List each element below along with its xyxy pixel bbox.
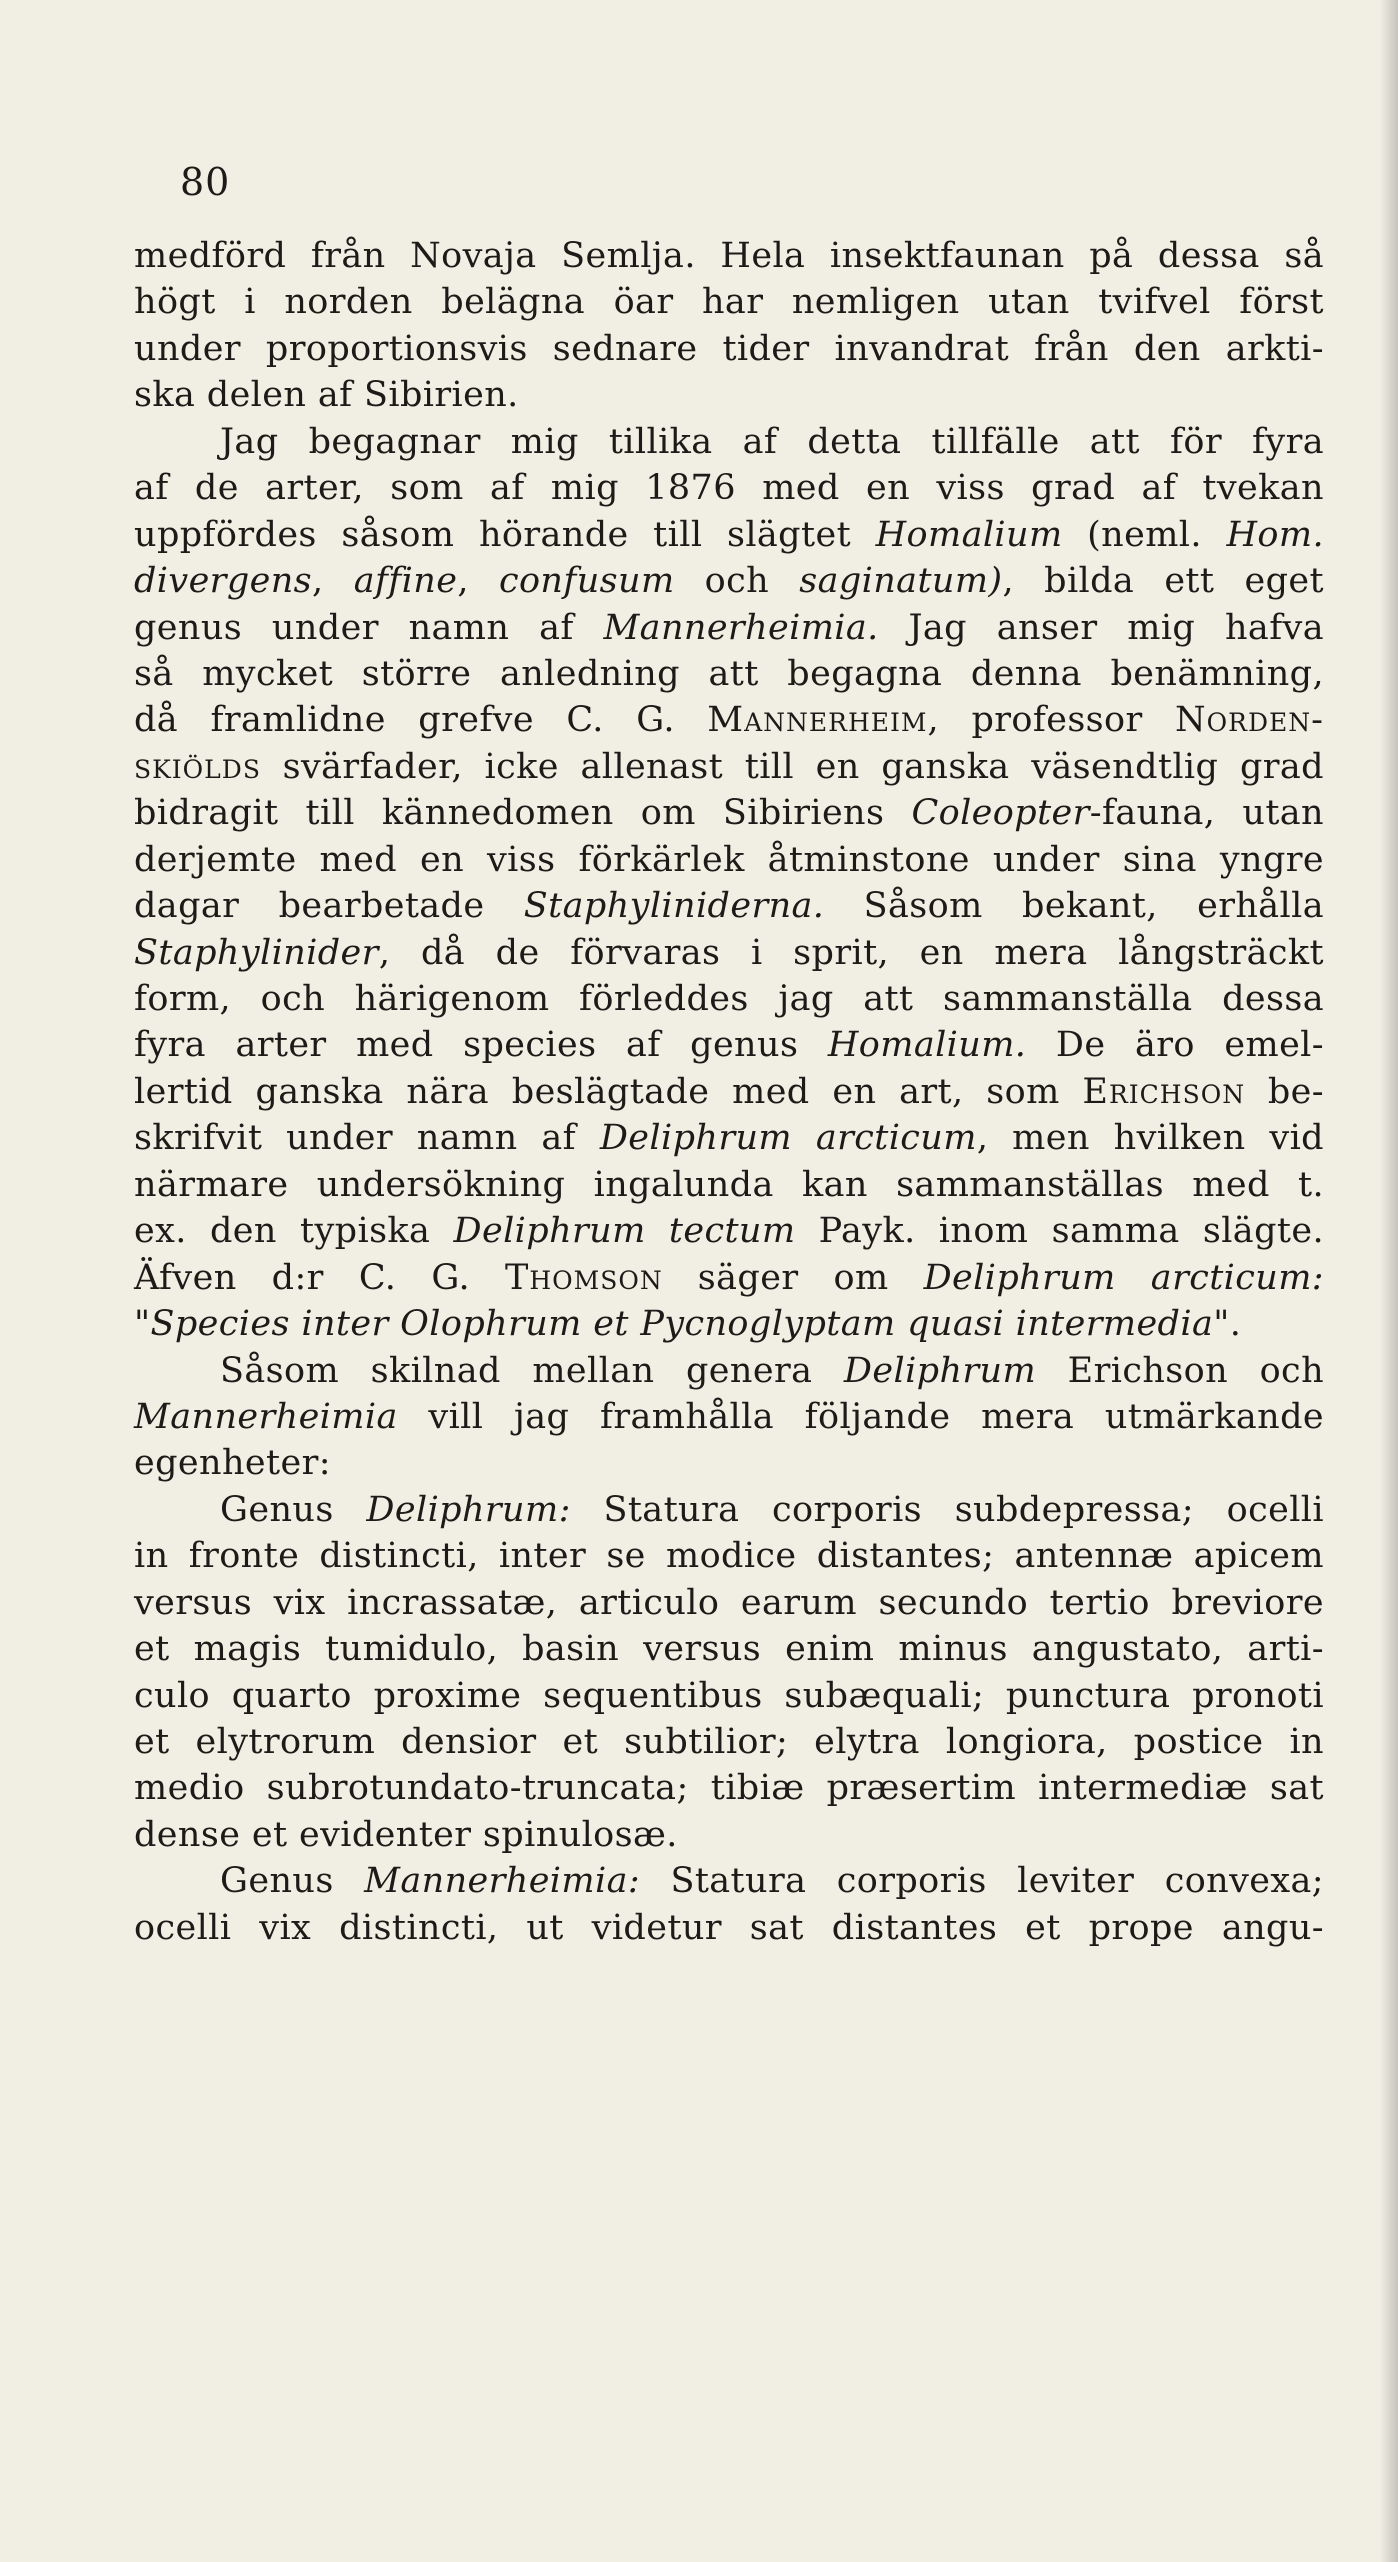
text-segment: så mycket större anledning att begagna denna benämning,	[134, 653, 1324, 694]
text-segment: dense et evidenter spinulosæ.	[134, 1814, 678, 1855]
text-line	[134, 372, 1324, 418]
italic-text: Mannerheimia	[134, 1396, 398, 1437]
text-segment: Såsom skilnad mellan genera	[220, 1350, 844, 1391]
text-line	[134, 1440, 1324, 1486]
text-segment: Genus	[220, 1861, 365, 1902]
text-line	[134, 837, 1324, 883]
text-line	[134, 1673, 1324, 1719]
text-segment: af de arter, som af mig 1876 med en viss grad af tvekan	[134, 468, 1324, 509]
text-segment: ,	[312, 561, 354, 602]
text-segment: in fronte distincti, inter se modice distantes; antennæ apicem	[134, 1536, 1324, 1577]
text-segment: form, och härigenom förleddes jag att sammanställa dessa	[134, 979, 1324, 1019]
small-caps-name: skiölds	[134, 746, 261, 787]
text-line	[134, 930, 1324, 976]
small-caps-name: Mannerheim	[707, 700, 928, 741]
italic-text: Deliphrum	[843, 1350, 1037, 1391]
text-line	[134, 326, 1324, 372]
text-line	[134, 976, 1324, 1022]
text-line	[134, 744, 1324, 790]
text-segment: De äro emel-	[1026, 1025, 1325, 1066]
text-segment: et elytrorum densior et subtilior; elytra longiora, postice in	[134, 1722, 1324, 1762]
text-segment: Jag anser mig hafva	[878, 607, 1324, 648]
text-segment: versus vix incrassatæ, articulo earum secundo tertio breviore	[134, 1582, 1324, 1623]
text-segment: medio subrotundato-truncata; tibiæ præsertim intermediæ sat	[134, 1768, 1324, 1809]
text-line	[134, 1626, 1324, 1672]
text-segment: -fauna, utan	[1089, 793, 1324, 834]
text-line	[134, 1765, 1324, 1811]
text-line	[134, 1533, 1324, 1579]
text-line	[134, 1301, 1324, 1347]
text-line	[134, 1394, 1324, 1440]
text-segment: ska delen af Sibirien.	[134, 375, 519, 416]
italic-text: confusum	[498, 561, 675, 602]
italic-text: Staphyliniderna.	[523, 886, 825, 927]
text-line	[134, 697, 1324, 743]
text-segment: och	[674, 561, 800, 602]
text-segment: egenheter:	[134, 1443, 331, 1484]
text-segment: ex. den typiska	[134, 1211, 454, 1252]
text-segment: ".	[1213, 1304, 1242, 1345]
text-segment: vill jag framhålla följande mera utmärkande	[397, 1396, 1324, 1437]
text-line	[134, 465, 1324, 511]
text-segment: , bilda ett eget	[1002, 561, 1324, 602]
text-segment: ,	[457, 561, 499, 602]
text-segment: genus under namn af	[134, 607, 604, 648]
italic-text: Mannerheimia:	[364, 1861, 641, 1902]
text-line	[134, 1858, 1324, 1904]
text-segment: Payk. inom samma slägte.	[795, 1211, 1324, 1252]
italic-text: Homalium.	[827, 1025, 1027, 1066]
page-edge-shadow	[1380, 0, 1398, 2562]
italic-text: divergens	[134, 561, 313, 602]
text-line	[134, 1348, 1324, 1394]
text-segment: skrifvit under namn af	[134, 1118, 600, 1159]
text-segment: högt i norden belägna öar har nemligen utan tvifvel först	[134, 282, 1324, 323]
italic-text: Coleopter	[911, 793, 1090, 834]
text-segment: då framlidne grefve C. G.	[134, 700, 708, 741]
body-text	[134, 233, 1324, 1951]
text-segment: Såsom bekant, erhålla	[824, 886, 1324, 927]
italic-text: affine	[353, 561, 458, 602]
text-line	[134, 651, 1324, 697]
text-line	[134, 279, 1324, 325]
text-segment: Statura corporis subdepressa; ocelli	[570, 1489, 1324, 1530]
small-caps-name: Thomson	[505, 1257, 663, 1298]
text-line	[134, 883, 1324, 929]
italic-text: Deliphrum arcticum	[599, 1118, 977, 1159]
italic-text: saginatum)	[799, 561, 1003, 602]
text-segment: Statura corporis leviter convexa;	[640, 1861, 1324, 1902]
text-line	[134, 605, 1324, 651]
text-segment: , men hvilken vid	[976, 1118, 1324, 1159]
text-line	[134, 1719, 1324, 1765]
text-segment: medförd från Novaja Semlja. Hela insektfaunan på dessa så	[134, 236, 1324, 276]
text-segment: lertid ganska nära beslägtade med en art, som	[134, 1071, 1083, 1112]
text-line	[134, 1905, 1324, 1951]
text-line	[134, 1115, 1324, 1161]
text-line	[134, 512, 1324, 558]
page-number: 80	[180, 160, 231, 204]
text-line	[134, 790, 1324, 836]
text-segment: , då de förvaras i sprit, en mera långsträckt	[378, 932, 1324, 973]
text-line	[134, 1162, 1324, 1208]
italic-text: Deliphrum arcticum:	[923, 1257, 1324, 1298]
text-segment: svärfader, icke allenast till en ganska väsendtlig grad	[260, 746, 1324, 787]
italic-text: Mannerheimia.	[603, 607, 879, 648]
text-line	[134, 1208, 1324, 1254]
text-segment: , professor	[927, 700, 1176, 741]
text-line	[134, 1069, 1324, 1115]
text-segment: derjemte med en viss förkärlek åtminstone under sina yngre	[134, 839, 1324, 880]
italic-text: Deliphrum tectum	[453, 1211, 796, 1252]
text-line	[134, 233, 1324, 279]
italic-text: Deliphrum:	[366, 1489, 571, 1530]
text-segment: be-	[1245, 1071, 1324, 1112]
text-segment: ocelli vix distincti, ut videtur sat distantes et prope angu-	[134, 1907, 1324, 1948]
text-segment: närmare undersökning ingalunda kan sammanställas med t.	[134, 1164, 1324, 1205]
text-segment: bidragit till kännedomen om Sibiriens	[134, 793, 912, 834]
text-segment: "	[134, 1304, 151, 1345]
text-segment: säger om	[662, 1257, 924, 1298]
text-line	[134, 1487, 1324, 1533]
text-segment: uppfördes såsom hörande till slägtet	[134, 514, 876, 555]
text-line	[134, 1255, 1324, 1301]
text-line	[134, 1580, 1324, 1626]
italic-text: Staphylinider	[134, 932, 379, 973]
text-line	[134, 558, 1324, 604]
text-segment: Jag begagnar mig tillika af detta tillfälle att för fyra	[220, 421, 1324, 462]
text-segment: Genus	[220, 1489, 367, 1530]
italic-text: Hom.	[1226, 514, 1324, 555]
text-segment: dagar bearbetade	[134, 886, 524, 927]
text-segment: et magis tumidulo, basin versus enim minus angustato, arti-	[134, 1629, 1324, 1670]
text-segment: culo quarto proxime sequentibus subæquali; punctura pronoti	[134, 1675, 1324, 1716]
text-segment: fyra arter med species af genus	[134, 1025, 828, 1066]
text-segment: under proportionsvis sednare tider invandrat från den arkti-	[134, 328, 1324, 369]
text-line	[134, 419, 1324, 465]
text-segment: Äfven d:r C. G.	[134, 1257, 505, 1298]
italic-text: Homalium	[875, 514, 1063, 555]
small-caps-name: Norden-	[1175, 700, 1324, 741]
text-line	[134, 1812, 1324, 1858]
text-segment: (neml.	[1062, 514, 1227, 555]
small-caps-name: Erichson	[1082, 1071, 1246, 1112]
italic-text: Species inter Olophrum et Pycnoglyptam quasi intermedia	[150, 1304, 1214, 1345]
text-segment: Erichson och	[1036, 1350, 1325, 1391]
text-line	[134, 1022, 1324, 1068]
